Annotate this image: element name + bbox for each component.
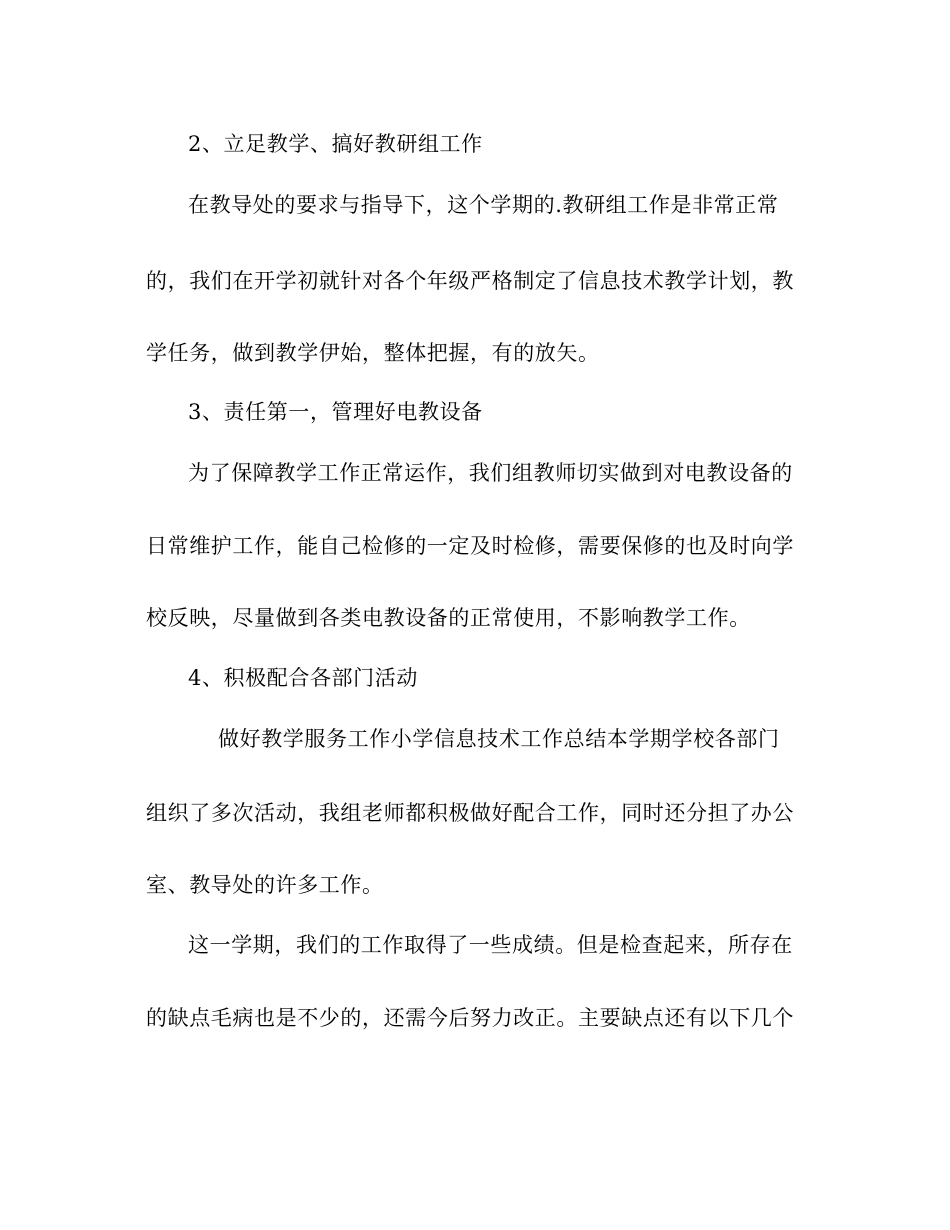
paragraph-line: 组织了多次活动，我组老师都积极做好配合工作，同时还分担了办公 xyxy=(146,801,794,825)
paragraph-line: 的缺点毛病也是不少的，还需今后努力改正。主要缺点还有以下几个 xyxy=(146,1006,794,1030)
paragraph-line: 这一学期，我们的工作取得了一些成绩。但是检查起来，所存在 xyxy=(188,933,793,957)
paragraph-line: 学任务，做到教学伊始，整体把握，有的放矢。 xyxy=(146,341,600,365)
paragraph-line: 校反映，尽量做到各类电教设备的正常使用，不影响教学工作。 xyxy=(146,606,751,630)
section-heading-3: 3、责任第一，管理好电教设备 xyxy=(188,400,483,424)
paragraph-line: 的，我们在开学初就针对各个年级严格制定了信息技术教学计划，教 xyxy=(146,269,794,293)
paragraph-line: 做好教学服务工作小学信息技术工作总结本学期学校各部门 xyxy=(218,727,780,751)
section-heading-4: 4、积极配合各部门活动 xyxy=(188,666,418,690)
paragraph-line: 在教导处的要求与指导下，这个学期的.教研组工作是非常正常 xyxy=(188,193,779,217)
paragraph-line: 室、教导处的许多工作。 xyxy=(146,873,384,897)
paragraph-line: 日常维护工作，能自己检修的一定及时检修，需要保修的也及时向学 xyxy=(146,534,794,558)
paragraph-line: 为了保障教学工作正常运作，我们组教师切实做到对电教设备的 xyxy=(188,461,793,485)
section-heading-2: 2、立足教学、搞好教研组工作 xyxy=(188,132,483,156)
